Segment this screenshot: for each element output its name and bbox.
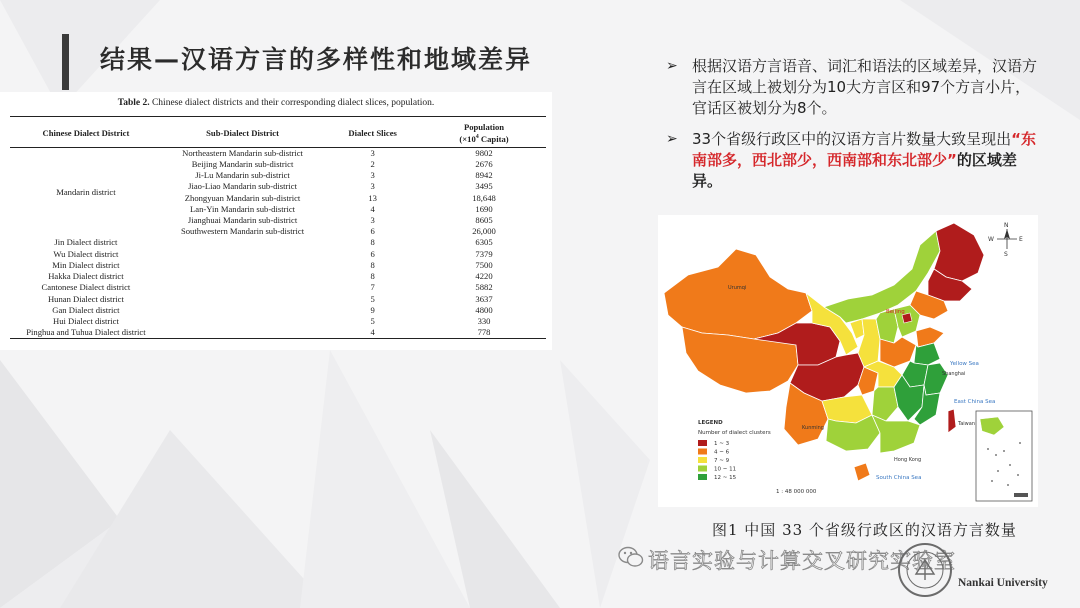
cell-sub-district: Zhongyuan Mandarin sub-district	[184, 192, 301, 203]
cell-sub-district	[162, 305, 323, 316]
header-sub-district: Sub-Dialect District	[206, 127, 279, 138]
region-xinjiang	[664, 249, 812, 339]
label-beijing: Beijing	[886, 309, 905, 315]
cell-sub-district	[162, 294, 323, 305]
compass-w: W	[988, 236, 994, 243]
cell-district: Pinghua and Tuhua Dialect district	[26, 327, 146, 338]
table-row	[10, 260, 546, 271]
region-taiwan	[948, 409, 956, 433]
cell-population: 7379	[475, 248, 493, 259]
cell-slices: 3	[370, 181, 375, 192]
cell-slices: 13	[368, 192, 377, 203]
cell-slices: 6	[370, 248, 375, 259]
legend-label: 10 ~ 11	[714, 466, 737, 473]
table-row	[10, 249, 546, 260]
cell-district: Gan Dialect district	[52, 304, 120, 315]
watermark-text: 语言实验与计算交叉研究实验室	[648, 549, 956, 573]
cell-district: Cantonese Dialect district	[41, 282, 131, 293]
bullet-text-2-post: 的区域差异。	[692, 151, 1017, 190]
label-shanghai: Shanghai	[942, 371, 966, 377]
cell-population: 18,648	[472, 192, 496, 203]
cell-district: Hunan Dialect district	[47, 293, 124, 304]
cell-sub-district: Northeastern Mandarin sub-district	[182, 147, 303, 158]
cell-sub-district	[162, 327, 323, 339]
bullet-item	[664, 56, 1044, 119]
cell-population: 2676	[475, 159, 493, 170]
legend-swatch	[698, 440, 707, 446]
region-hunan	[872, 387, 898, 421]
cell-population: 778	[477, 327, 491, 338]
legend-swatch	[698, 457, 707, 463]
china-dialect-map	[658, 215, 1038, 507]
cell-sub-district	[162, 249, 323, 260]
arrow-bullet-icon: ➢	[666, 131, 678, 147]
header-district: Chinese Dialect District	[42, 127, 130, 138]
cell-population: 5882	[475, 282, 493, 293]
cell-slices: 5	[370, 293, 375, 304]
cell-sub-district: Jianghuai Mandarin sub-district	[187, 215, 298, 226]
table-row	[10, 327, 546, 339]
map-scale: 1 : 48 000 000	[776, 489, 817, 495]
cell-population: 4800	[475, 304, 493, 315]
figure-caption: 图1 中国 33 个省级行政区的汉语方言数量	[712, 521, 1017, 539]
dialect-table	[10, 116, 546, 339]
cell-sub-district	[162, 260, 323, 271]
table-row	[10, 237, 546, 248]
table-caption-text: Chinese dialect districts and their corresponding dialect slices, population.	[149, 98, 435, 108]
cell-district: Hakka Dialect district	[48, 271, 124, 282]
cell-district: Wu Dialect district	[53, 248, 119, 259]
arrow-bullet-icon: ➢	[666, 58, 678, 74]
bullet-text-1: 根据汉语方言语音、词汇和语法的区域差异，汉语方言在区域上被划分为10大方言区和97个方言小片，官话区被划分为8个。	[692, 57, 1038, 117]
region-heilongjiang	[934, 223, 984, 281]
wechat-icon	[618, 546, 644, 568]
header-population-unit: ($\times 10^4$ Capita)	[459, 133, 509, 144]
table-header-row	[10, 117, 546, 148]
cell-sub-district	[162, 282, 323, 293]
table-row	[10, 271, 546, 282]
cell-sub-district	[162, 271, 323, 282]
nankai-seal-logo	[896, 540, 954, 600]
cell-population: 8605	[475, 215, 493, 226]
cell-district: Min Dialect district	[52, 259, 120, 270]
table-row	[10, 294, 546, 305]
table-row	[10, 305, 546, 316]
bullet-list	[664, 56, 1044, 202]
cell-slices: 9	[370, 304, 375, 315]
label-kunming: Kunming	[802, 425, 824, 431]
legend-swatch	[698, 449, 707, 455]
cell-slices: 4	[370, 203, 375, 214]
compass-icon	[988, 222, 1023, 258]
cell-slices: 8	[370, 237, 375, 248]
region-hainan	[854, 463, 870, 481]
cell-population: 8942	[475, 170, 493, 181]
cell-population: 6305	[475, 237, 493, 248]
cell-population: 4220	[475, 271, 493, 282]
cell-slices: 8	[370, 271, 375, 282]
cell-sub-district	[162, 316, 323, 327]
slide-title: 结果—汉语方言的多样性和地域差异	[100, 45, 533, 74]
cell-sub-district: Jiao-Liao Mandarin sub-district	[188, 181, 297, 192]
label-taiwan: Taiwan	[958, 421, 976, 427]
legend-label: 7 ~ 9	[714, 458, 730, 465]
table-row	[10, 147, 546, 159]
legend-label: 1 ~ 3	[714, 441, 730, 448]
bullet-text-2-highlight: “东南部多，西北部少，西南部和东北部少”	[692, 130, 1036, 169]
cell-district: Hui Dialect district	[52, 315, 119, 326]
cell-sub-district	[162, 237, 323, 248]
legend-title: LEGEND	[698, 420, 723, 426]
map-svg	[658, 215, 1038, 507]
legend-label: 12 ~ 15	[714, 475, 737, 482]
table-row	[10, 316, 546, 327]
cell-slices: 4	[370, 327, 375, 338]
cell-slices: 2	[370, 159, 375, 170]
university-name: Nankai University	[958, 577, 1048, 589]
compass-e: E	[1019, 236, 1023, 243]
cell-population: 1690	[475, 203, 493, 214]
cell-sub-district: Beijing Mandarin sub-district	[191, 159, 294, 170]
dialect-table-panel	[0, 92, 552, 350]
label-urumqi: Urumqi	[728, 285, 747, 291]
cell-population: 330	[477, 315, 491, 326]
label-yellow-sea: Yellow Sea	[950, 361, 979, 367]
cell-slices: 3	[370, 170, 375, 181]
cell-sub-district: Ji-Lu Mandarin sub-district	[195, 170, 290, 181]
cell-district: Jin Dialect district	[54, 237, 118, 248]
legend-label: 4 ~ 6	[714, 449, 730, 456]
label-east-china-sea: East China Sea	[954, 399, 996, 405]
table-caption-label: Table 2.	[117, 98, 150, 108]
compass-s: S	[1004, 251, 1008, 258]
title-accent-bar	[62, 34, 69, 90]
cell-slices: 6	[370, 226, 375, 237]
south-china-sea-inset	[976, 411, 1032, 501]
cell-population: 3637	[475, 293, 493, 304]
legend-swatch	[698, 466, 707, 472]
cell-slices: 8	[370, 259, 375, 270]
cell-district: Mandarin district	[56, 187, 116, 198]
cell-sub-district: Southwestern Mandarin sub-district	[180, 226, 305, 237]
cell-population: 26,000	[472, 226, 496, 237]
table-row	[10, 282, 546, 293]
header-population-label: Population	[463, 122, 505, 132]
label-hong-kong: Hong Kong	[894, 457, 922, 463]
region-zhejiang	[924, 363, 948, 395]
cell-population: 9802	[475, 147, 493, 158]
table-caption	[0, 98, 552, 108]
legend-subtitle: Number of dialect clusters	[698, 430, 771, 436]
cell-population: 7500	[475, 259, 493, 270]
legend-swatch	[698, 474, 707, 480]
header-slices: Dialect Slices	[348, 127, 397, 138]
cell-slices: 3	[370, 147, 375, 158]
cell-sub-district: Lan-Yin Mandarin sub-district	[190, 203, 296, 214]
header-population	[422, 117, 546, 148]
cell-slices: 5	[370, 315, 375, 326]
label-south-china-sea: South China Sea	[876, 475, 922, 481]
bullet-text-2-pre: 33个省级行政区中的汉语方言片数量大致呈现出	[692, 130, 1012, 148]
cell-slices: 3	[370, 215, 375, 226]
cell-population: 3495	[475, 181, 493, 192]
map-legend	[698, 420, 771, 481]
cell-slices: 7	[370, 282, 375, 293]
bullet-item	[664, 129, 1044, 192]
compass-n: N	[1004, 222, 1009, 229]
